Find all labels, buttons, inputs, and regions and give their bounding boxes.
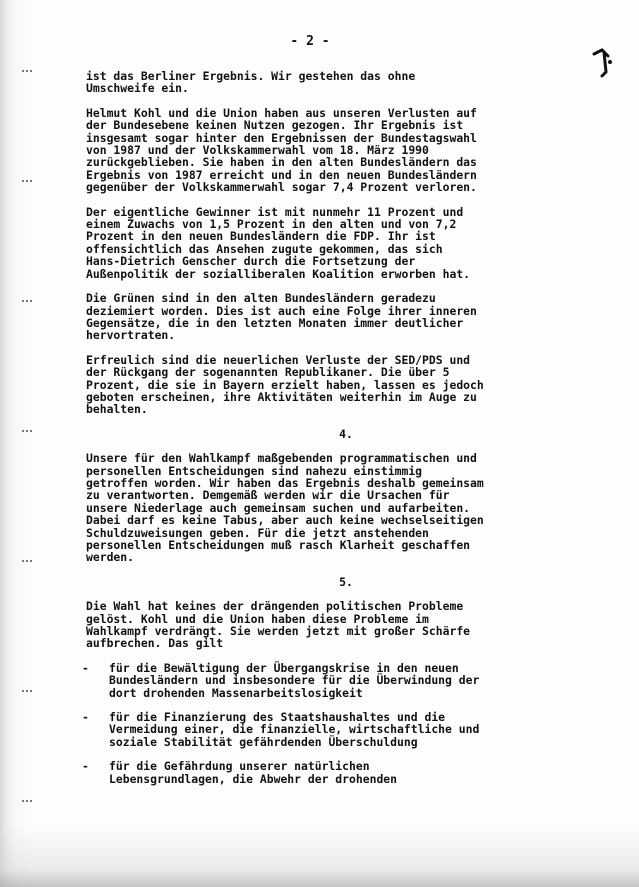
- scan-speck: [22, 690, 32, 692]
- scan-speck: [22, 560, 32, 562]
- document-body: [82, 69, 606, 797]
- bullet-item: [82, 662, 606, 699]
- scan-speck: [22, 430, 32, 432]
- paragraph: Unsere für den Wahlkampf maßgebenden programmatischen und personellen Entscheidungen sind nahezu einstimmig getroffen worden. Wir haben das Ergebnis deshalb gemeinsam zu verantworten. Demgemäß werden wir die Ursachen für unsere Niederlage auch gemeinsam suchen und aufarbeiten. Dabei darf es keine Tabus, aber auch keine wechselseitigen Schuldzuweisungen geben. Für die jetzt anstehenden personellen Entscheidungen muß rasch Klarheit geschaffen werden.: [86, 451, 484, 565]
- bullet-text: für die Finanzierung des Staatshaushaltes und die Vermeidung einer, die finanzielle, wirtschaftliche und soziale Stabilität gefährdenden Überschuldung: [109, 710, 480, 749]
- scan-shadow-left: [0, 0, 48, 887]
- bullet-marker: -: [82, 710, 89, 725]
- scan-speck: [22, 800, 32, 802]
- bullet-marker: -: [82, 660, 89, 675]
- scan-speck: [22, 180, 32, 182]
- paragraph: Der eigentliche Gewinner ist mit nunmehr 11 Prozent und einem Zuwachs von 1,5 Prozent in den alten und von 7,2 Prozent in den neuen Bundesländern die FDP. Ihr ist offensichtlich das Ansehen zugute gekommen, das sich Hans-Dietrich Genscher durch die Fortsetzung der Außenpolitik der sozialliberalen Koalition erworben hat.: [86, 204, 471, 281]
- scan-shadow-bottom: [0, 827, 639, 887]
- section-number: 5.: [339, 574, 353, 589]
- paragraph: Erfreulich sind die neuerlichen Verluste der SED/PDS und der Rückgang der sogenannten Republikaner. Die über 5 Prozent, die sie in Bayern erzielt haben, lassen es jedoch geboten erscheinen, ihre Aktivitäten weiterhin im Auge zu behalten.: [86, 352, 484, 417]
- paragraph: Die Wahl hat keines der drängenden politischen Probleme gelöst. Kohl und die Union haben diese Probleme im Wahlkampf verdrängt. Sie werden jetzt mit großer Schärfe aufbrechen. Das gilt: [86, 599, 471, 651]
- bullet-item: [82, 711, 606, 748]
- bullet-item: [82, 760, 606, 785]
- paragraph: Die Grünen sind in den alten Bundesländern geradezu deziemiert worden. Dies ist auch eine Folge ihrer inneren Gegensätze, die in den letzten Monaten immer deutlicher hervortraten.: [86, 291, 477, 343]
- bullet-text: für die Bewältigung der Übergangskrise in den neuen Bundesländern und insbesondere für die Überwindung der dort drohenden Massenarbeitslosigkeit: [109, 660, 480, 700]
- scan-speck: [22, 70, 32, 72]
- bullet-marker: -: [82, 759, 89, 774]
- section-number: 4.: [339, 426, 353, 441]
- page-number: - 2 -: [290, 34, 330, 49]
- paragraph: ist das Berliner Ergebnis. Wir gestehen das ohne Umschweife ein.: [86, 69, 416, 96]
- bullet-text: für die Gefährdung unserer natürlichen Lebensgrundlagen, die Abwehr der drohenden: [109, 759, 398, 786]
- paragraph: Helmut Kohl und die Union haben aus unseren Verlusten auf der Bundesebene keinen Nutzen gezogen. Ihr Ergebnis ist insgesamt sogar hinter den Ergebnissen der Bundestagswahl von 1987 und der Volkskammerwahl vom 18. März 1990 zurückgeblieben. Sie haben in den alten Bundesländern das Ergebnis von 1987 erreicht und in den neuen Bundesländern gegenüber der Volkskammerwahl sogar 7,4 Prozent verloren.: [86, 105, 477, 195]
- scan-speck: [22, 300, 32, 302]
